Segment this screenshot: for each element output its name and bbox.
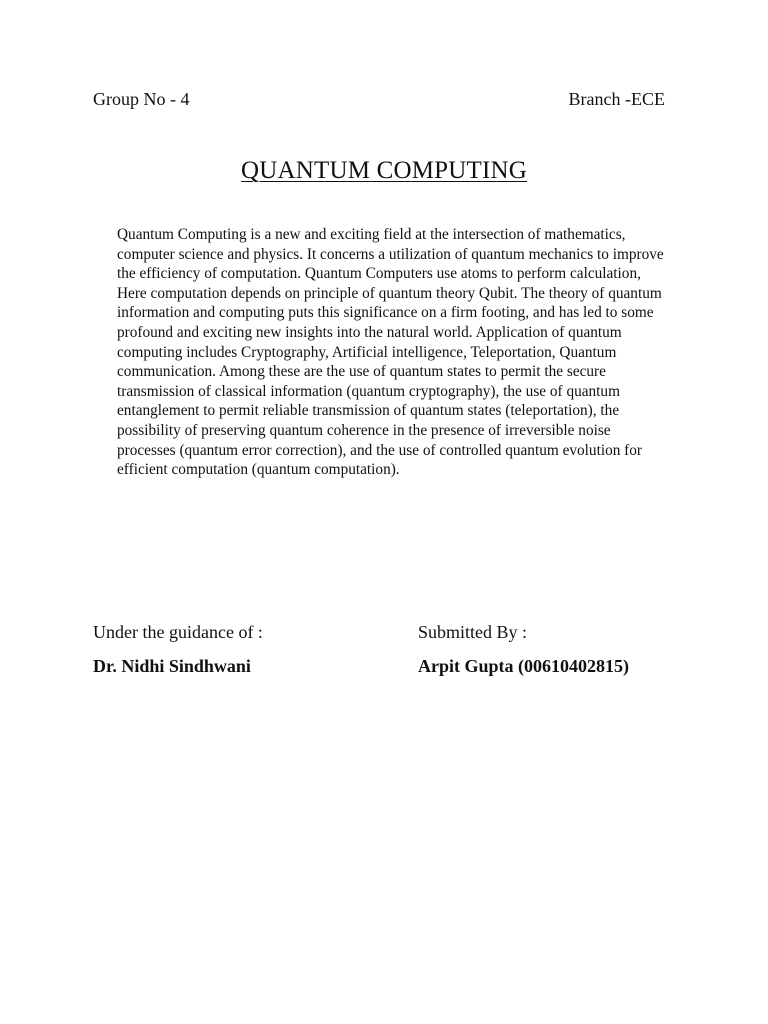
group-number: Group No - 4 <box>93 89 190 109</box>
guide-name: Dr. Nidhi Sindhwani <box>93 656 251 676</box>
abstract-paragraph: Quantum Computing is a new and exciting field at the intersection of mathematics, computer science and physics. It concerns a utilization of quantum mechanics to improve the efficiency of computation. Quantum Computers use atoms to perform calculation, Here computation depends on principle of quantum theory Qubit. The theory of quantum information and computing puts this significance on a firm footing, and has led to some profound and exciting new insights into the natural world. Application of quantum computing includes Cryptography, Artificial intelligence, Teleportation, Quantum communication. Among these are the use of quantum states to permit the secure transmission of classical information (quantum cryptography), the use of quantum entanglement to permit reliable transmission of quantum states (teleportation), the possibility of preserving quantum coherence in the presence of irreversible noise processes (quantum error correction), and the use of controlled quantum evolution for efficient computation (quantum computation). <box>117 226 664 479</box>
submitted-by-label: Submitted By : <box>418 622 528 642</box>
branch-label: Branch -ECE <box>568 89 665 109</box>
document-title: QUANTUM COMPUTING <box>240 157 528 184</box>
guidance-label: Under the guidance of : <box>93 622 263 642</box>
student-name: Arpit Gupta (00610402815) <box>418 656 629 676</box>
